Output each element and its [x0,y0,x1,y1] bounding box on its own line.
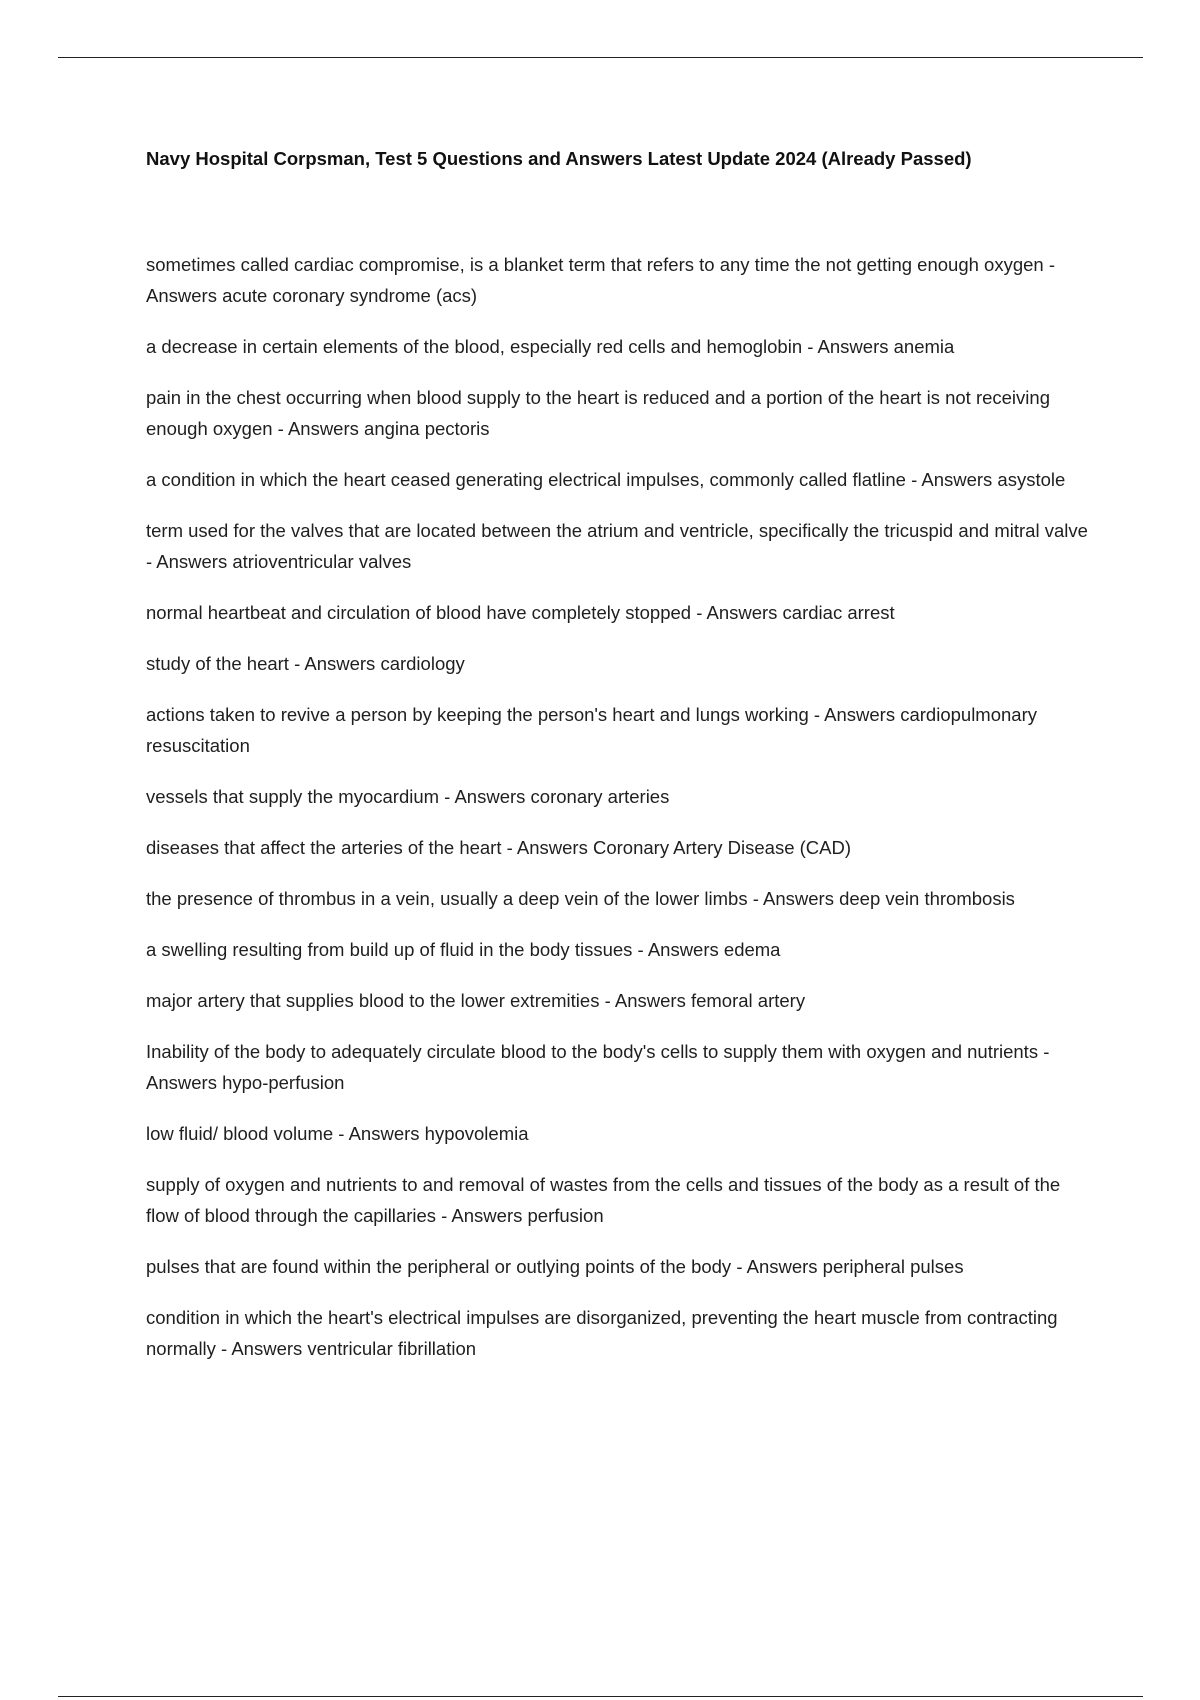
qa-item: actions taken to revive a person by keeping the person's heart and lungs working - Answers cardiopulmonary resuscitation [146,704,1037,756]
document-title: Navy Hospital Corpsman, Test 5 Questions and Answers Latest Update 2024 (Already Passed) [146,148,972,169]
qa-item: a swelling resulting from build up of fluid in the body tissues - Answers edema [146,939,781,960]
qa-item: study of the heart - Answers cardiology [146,653,465,674]
qa-item: supply of oxygen and nutrients to and removal of wastes from the cells and tissues of the body as a result of the flow of blood through the capillaries - Answers perfusion [146,1174,1061,1226]
qa-list [146,249,1096,1384]
qa-item: condition in which the heart's electrical impulses are disorganized, preventing the heart muscle from contracting normally - Answers ventricular fibrillation [146,1307,1058,1359]
qa-item: normal heartbeat and circulation of blood have completely stopped - Answers cardiac arrest [146,602,895,623]
qa-item: low fluid/ blood volume - Answers hypovolemia [146,1123,529,1144]
qa-item: sometimes called cardiac compromise, is a blanket term that refers to any time the not getting enough oxygen - Answers acute coronary syndrome (acs) [146,254,1056,306]
header-rule [58,57,1143,58]
qa-item: Inability of the body to adequately circulate blood to the body's cells to supply them with oxygen and nutrients - Answers hypo-perfusion [146,1041,1050,1093]
qa-item: pain in the chest occurring when blood supply to the heart is reduced and a portion of the heart is not receiving enough oxygen - Answers angina pectoris [146,387,1050,439]
qa-item: a condition in which the heart ceased generating electrical impulses, commonly called flatline - Answers asystole [146,469,1066,490]
footer-rule [58,1696,1143,1697]
qa-item: term used for the valves that are located between the atrium and ventricle, specifically the tricuspid and mitral valve - Answers atrioventricular valves [146,520,1088,572]
qa-item: the presence of thrombus in a vein, usually a deep vein of the lower limbs - Answers deep vein thrombosis [146,888,1015,909]
qa-item: diseases that affect the arteries of the heart - Answers Coronary Artery Disease (CAD) [146,837,852,858]
qa-item: a decrease in certain elements of the blood, especially red cells and hemoglobin - Answers anemia [146,336,955,357]
qa-item: vessels that supply the myocardium - Answers coronary arteries [146,786,670,807]
qa-item: pulses that are found within the peripheral or outlying points of the body - Answers peripheral pulses [146,1256,964,1277]
qa-item: major artery that supplies blood to the lower extremities - Answers femoral artery [146,990,806,1011]
